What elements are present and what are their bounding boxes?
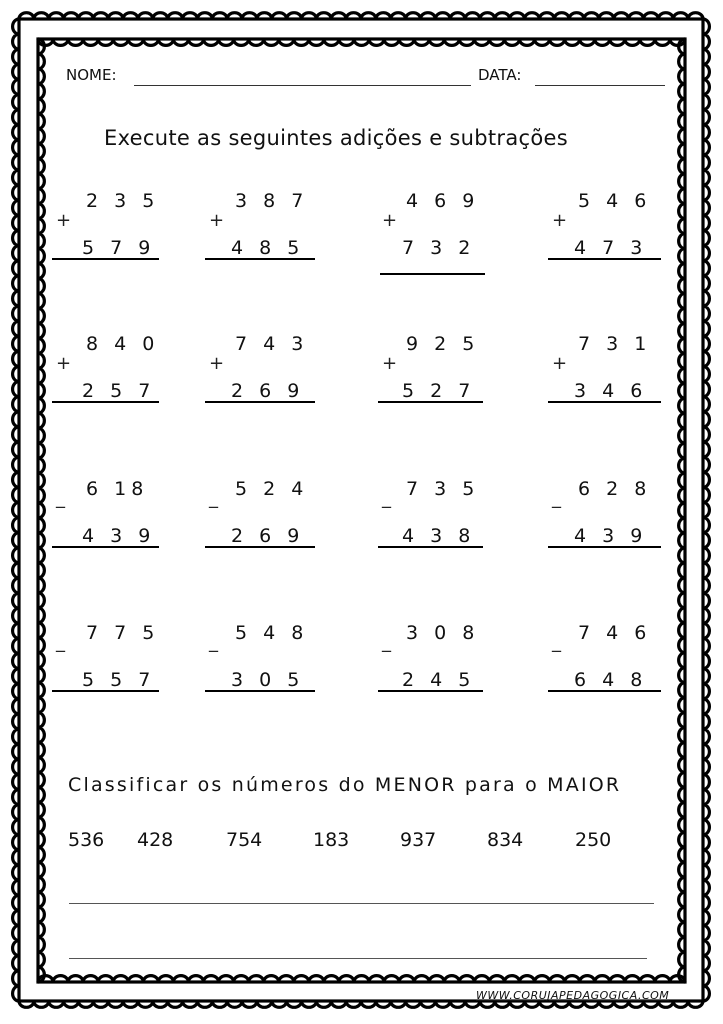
problem-top-number: 7 4 6 (578, 622, 652, 644)
answer-rule[interactable] (205, 401, 315, 403)
sorting-title: Classificar os números do MENOR para o MAIOR (68, 774, 622, 796)
problem-top-number: 6 2 8 (578, 478, 652, 500)
sorting-number: 536 (68, 829, 105, 851)
minus-sign-icon: _ (382, 632, 391, 653)
answer-rule[interactable] (52, 258, 159, 260)
problem-bottom-number: 4 3 9 (82, 525, 156, 547)
problem-bottom-number: 4 8 5 (231, 237, 305, 259)
problem-top-number: 5 4 6 (578, 190, 652, 212)
problem-bottom-number: 5 5 7 (82, 669, 156, 691)
problem-top-number: 7 7 5 (86, 622, 160, 644)
problem-bottom-number: 6 4 8 (574, 669, 648, 691)
sorting-number: 937 (400, 829, 437, 851)
problem-top-number: 7 4 3 (235, 333, 309, 355)
problem-top-number: 3 0 8 (406, 622, 480, 644)
answer-rule[interactable] (52, 690, 159, 692)
plus-sign-icon: + (209, 353, 225, 374)
plus-sign-icon: + (209, 210, 225, 231)
minus-sign-icon: _ (382, 488, 391, 509)
problem-top-number: 9 2 5 (406, 333, 480, 355)
problem-top-number: 5 2 4 (235, 478, 309, 500)
minus-sign-icon: _ (56, 632, 65, 653)
problem-bottom-number: 2 4 5 (402, 669, 476, 691)
page-title: Execute as seguintes adições e subtrações (104, 126, 568, 150)
problem-top-number: 7 3 5 (406, 478, 480, 500)
answer-rule[interactable] (378, 546, 483, 548)
date-field[interactable] (535, 85, 665, 86)
sorting-number: 428 (137, 829, 174, 851)
minus-sign-icon: _ (552, 488, 561, 509)
sorting-number: 183 (313, 829, 350, 851)
problem-top-number: 2 3 5 (86, 190, 160, 212)
answer-rule[interactable] (548, 258, 661, 260)
sorting-number: 834 (487, 829, 524, 851)
problem-top-number: 5 4 8 (235, 622, 309, 644)
answer-rule[interactable] (205, 258, 315, 260)
problem-top-number: 3 8 7 (235, 190, 309, 212)
date-label: DATA: (478, 66, 522, 84)
plus-sign-icon: + (382, 210, 398, 231)
problem-top-number: 6 18 (86, 478, 149, 500)
problem-bottom-number: 4 3 9 (574, 525, 648, 547)
plus-sign-icon: + (552, 210, 568, 231)
plus-sign-icon: + (56, 353, 72, 374)
sorting-number: 250 (575, 829, 612, 851)
minus-sign-icon: _ (56, 488, 65, 509)
answer-rule[interactable] (378, 401, 483, 403)
problem-top-number: 8 4 0 (86, 333, 160, 355)
problem-bottom-number: 4 7 3 (574, 237, 648, 259)
answer-rule[interactable] (378, 690, 483, 692)
plus-sign-icon: + (552, 353, 568, 374)
minus-sign-icon: _ (209, 488, 218, 509)
answer-rule[interactable] (205, 690, 315, 692)
name-field[interactable] (134, 85, 471, 86)
problem-bottom-number: 7 3 2 (402, 237, 476, 259)
problem-bottom-number: 2 6 9 (231, 525, 305, 547)
minus-sign-icon: _ (209, 632, 218, 653)
problem-top-number: 7 3 1 (578, 333, 652, 355)
answer-rule[interactable] (52, 546, 159, 548)
answer-line-1[interactable] (69, 903, 654, 904)
problem-top-number: 4 6 9 (406, 190, 480, 212)
problem-bottom-number: 2 5 7 (82, 380, 156, 402)
problem-bottom-number: 5 2 7 (402, 380, 476, 402)
name-label: NOME: (66, 66, 117, 84)
answer-rule[interactable] (548, 546, 661, 548)
plus-sign-icon: + (56, 210, 72, 231)
minus-sign-icon: _ (552, 632, 561, 653)
problem-bottom-number: 5 7 9 (82, 237, 156, 259)
problem-bottom-number: 4 3 8 (402, 525, 476, 547)
answer-rule[interactable] (205, 546, 315, 548)
answer-rule[interactable] (548, 690, 661, 692)
problem-bottom-number: 2 6 9 (231, 380, 305, 402)
sorting-number: 754 (226, 829, 263, 851)
answer-rule[interactable] (548, 401, 661, 403)
answer-rule[interactable] (52, 401, 159, 403)
problem-bottom-number: 3 0 5 (231, 669, 305, 691)
footer-website: WWW.CORUJAPEDAGOGICA.COM (476, 989, 670, 1002)
problem-bottom-number: 3 4 6 (574, 380, 648, 402)
answer-line-2[interactable] (69, 958, 647, 959)
answer-rule[interactable] (380, 273, 485, 275)
plus-sign-icon: + (382, 353, 398, 374)
